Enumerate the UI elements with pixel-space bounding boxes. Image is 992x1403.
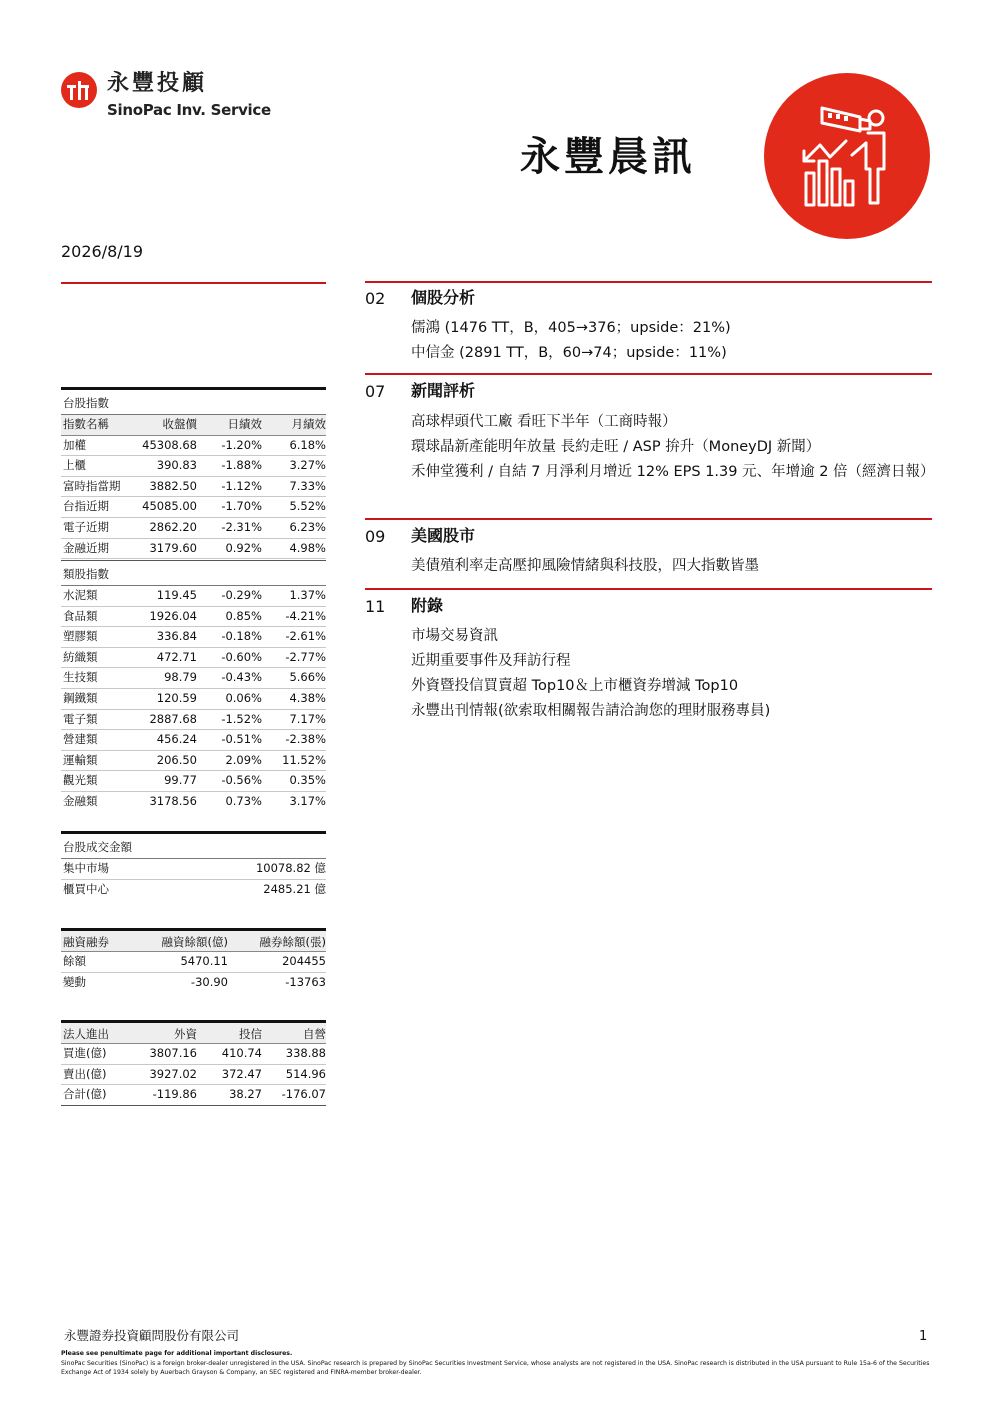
section-title: 附錄 <box>411 596 444 615</box>
cell: 觀光類 <box>63 773 98 788</box>
cell: 99.77 <box>164 773 197 788</box>
cell: -2.38% <box>285 732 326 747</box>
cell: -2.31% <box>221 519 262 534</box>
section-title: 新聞評析 <box>411 381 476 400</box>
report-date: 2026/8/19 <box>61 242 144 261</box>
cell: 4.38% <box>289 690 326 705</box>
cell: -0.56% <box>221 773 262 788</box>
cell: -2.77% <box>285 649 326 664</box>
cell: -0.51% <box>221 732 262 747</box>
table-row <box>61 952 326 973</box>
list-item: 禾伸堂獲利 / 自結 7 月淨利月增近 12% EPS 1.39 元、年增逾 2 倍（經濟日報） <box>411 464 935 480</box>
table-row <box>61 771 326 792</box>
list-item: 近期重要事件及拜訪行程 <box>411 653 571 669</box>
list-item: 外資暨投信買賣超 Top10＆上市櫃資券增減 Top10 <box>411 678 739 694</box>
cell: 410.74 <box>221 1046 262 1060</box>
cell: 鋼鐵類 <box>63 690 98 705</box>
cell: 3178.56 <box>149 793 197 808</box>
cell: 營建類 <box>63 732 98 747</box>
cell: 204455 <box>282 954 326 968</box>
section-page-number: 07 <box>365 382 386 401</box>
list-item: 儒鴻 (1476 TT，B，405→376；upside：21%) <box>411 320 731 336</box>
cell: 食品類 <box>63 608 98 623</box>
cell: 338.88 <box>285 1046 326 1060</box>
cell: -119.86 <box>152 1087 197 1102</box>
cell: 紡織類 <box>63 649 98 664</box>
table-row <box>61 648 326 669</box>
table-header <box>61 1023 326 1044</box>
cell: 3179.60 <box>149 540 197 555</box>
section-divider <box>365 281 932 283</box>
section-items <box>411 624 933 724</box>
cell: 2.09% <box>225 752 262 767</box>
page-title: 永豐晨訊 <box>520 134 696 180</box>
cell: 台指近期 <box>63 499 109 514</box>
footer-company: 永豐證券投資顧問股份有限公司 <box>64 1328 240 1343</box>
cell: 0.35% <box>289 773 326 788</box>
left-divider <box>61 282 326 284</box>
cell: 3927.02 <box>149 1066 197 1081</box>
section-divider <box>365 588 932 590</box>
header-cell: 日績效 <box>227 417 262 431</box>
cell: 472.71 <box>156 649 197 664</box>
cell: 390.83 <box>156 458 197 473</box>
cell: 富時指當期 <box>63 478 121 493</box>
list-item: 市場交易資訊 <box>411 628 498 644</box>
cell: 5470.11 <box>180 954 228 968</box>
cell: -2.61% <box>285 629 326 644</box>
cell: -1.88% <box>221 458 262 473</box>
section-items <box>411 316 933 366</box>
cell: 7.17% <box>289 711 326 726</box>
analyst-telescope-icon <box>764 73 930 239</box>
header-cell: 融資餘額(億) <box>161 935 228 949</box>
section-divider <box>365 518 932 520</box>
header-cell: 融券餘額(張) <box>259 935 326 949</box>
cell: 3807.16 <box>149 1046 197 1060</box>
cell: 5.66% <box>289 670 326 685</box>
cell: 金融類 <box>63 793 98 808</box>
table-header <box>61 415 326 436</box>
table-row <box>61 607 326 628</box>
sinopac-logo-icon <box>61 72 97 108</box>
table-row <box>61 859 326 880</box>
table-header <box>61 931 326 952</box>
cell: 10078.82 億 <box>255 861 326 875</box>
header-cell: 融資融券 <box>63 935 109 949</box>
table-row <box>61 518 326 539</box>
cell: 生技類 <box>63 670 98 685</box>
margin-table <box>61 928 326 992</box>
list-item: 中信金 (2891 TT，B，60→74；upside：11%) <box>411 345 727 361</box>
cell: 4.98% <box>289 540 326 555</box>
cell: 1.37% <box>289 588 326 602</box>
cell: 加權 <box>63 437 86 452</box>
cell: 1926.04 <box>149 608 197 623</box>
cell: -0.29% <box>221 588 262 602</box>
cell: 5.52% <box>289 499 326 514</box>
cell: 餘額 <box>63 954 86 968</box>
list-item: 高球桿頭代工廠 看旺下半年（工商時報） <box>411 414 677 430</box>
cell: 45308.68 <box>142 437 197 452</box>
cell: 變動 <box>63 974 86 989</box>
table-title: 台股指數 <box>61 390 326 415</box>
cell: 456.24 <box>156 732 197 747</box>
cell: -13763 <box>285 974 326 989</box>
table-row <box>61 710 326 731</box>
cell: 98.79 <box>164 670 197 685</box>
table-row <box>61 539 326 560</box>
table-title: 台股成交金額 <box>61 834 326 859</box>
header-cell: 自營 <box>303 1027 326 1041</box>
table-row <box>61 627 326 648</box>
table-row <box>61 477 326 498</box>
cell: 電子類 <box>63 711 98 726</box>
table-row <box>61 730 326 751</box>
cell: 0.85% <box>225 608 262 623</box>
brand-name-cn: 永豐投顧 <box>107 71 208 96</box>
brand-name-en: SinoPac Inv. Service <box>107 101 271 119</box>
header-cell: 月績效 <box>291 417 326 431</box>
list-item: 美債殖利率走高壓抑風險情緒與科技股，四大指數皆墨 <box>411 558 759 574</box>
cell: 上櫃 <box>63 458 86 473</box>
table-row <box>61 1044 326 1065</box>
cell: 賣出(億) <box>63 1066 107 1081</box>
cell: 合計(億) <box>63 1087 107 1102</box>
cell: 集中市場 <box>63 861 109 875</box>
cell: 櫃買中心 <box>63 881 109 896</box>
cell: 3.27% <box>289 458 326 473</box>
cell: 336.84 <box>156 629 197 644</box>
cell: 6.23% <box>289 519 326 534</box>
section-divider <box>365 373 932 375</box>
cell: -0.60% <box>221 649 262 664</box>
cell: 水泥類 <box>63 588 98 602</box>
turnover-table <box>61 831 326 899</box>
table-row <box>61 497 326 518</box>
list-item: 永豐出刊情報(欲索取相關報告請洽詢您的理財服務專員) <box>411 703 771 719</box>
cell: 2887.68 <box>149 711 197 726</box>
header-cell: 外資 <box>174 1027 197 1041</box>
cell: -1.52% <box>221 711 262 726</box>
cell: -1.20% <box>221 437 262 452</box>
cell: 372.47 <box>221 1066 262 1081</box>
section-page-number: 11 <box>365 597 386 616</box>
cell: 7.33% <box>289 478 326 493</box>
cell: 120.59 <box>156 690 197 705</box>
header-cell: 收盤價 <box>162 417 197 431</box>
table-row <box>61 456 326 477</box>
section-page-number: 02 <box>365 289 386 308</box>
cell: -30.90 <box>190 974 228 989</box>
header-cell: 投信 <box>239 1027 262 1041</box>
list-item: 環球晶新產能明年放量 長約走旺 / ASP 拚升（MoneyDJ 新聞） <box>411 439 821 455</box>
table-row <box>61 689 326 710</box>
section-title: 美國股市 <box>411 526 476 545</box>
cell: 3882.50 <box>149 478 197 493</box>
header-cell: 指數名稱 <box>63 417 109 431</box>
cell: 45085.00 <box>142 499 197 514</box>
cell: 119.45 <box>156 588 197 602</box>
cell: 3.17% <box>289 793 326 808</box>
section-items <box>411 410 933 485</box>
cell: 38.27 <box>229 1087 262 1102</box>
disclosure-text: SinoPac Securities (SinoPac) is a foreign broker-dealer unregistered in the USA. SinoPac research is prepared by SinoPac Securities Investment Service, whose analysts are not registered in the USA. SinoPac research is distributed in the USA pursuant to Rule 15a-6 of the Securities Exchange Act of 1934 solely by Auerbach Grayson & Company, an SEC registered and FINRA-member broker-dealer. <box>61 1360 930 1376</box>
cell: 買進(億) <box>63 1046 107 1060</box>
sector-index-table <box>61 560 326 812</box>
table-row <box>61 792 326 812</box>
table-row <box>61 668 326 689</box>
disclosure-heading: Please see penultimate page for additional important disclosures. <box>61 1350 293 1357</box>
cell: -4.21% <box>285 608 326 623</box>
cell: 0.92% <box>225 540 262 555</box>
section-title: 個股分析 <box>411 288 476 307</box>
cell: 11.52% <box>282 752 326 767</box>
table-row <box>61 751 326 772</box>
section-items <box>411 554 933 579</box>
table-row <box>61 973 326 993</box>
cell: 運輸類 <box>63 752 98 767</box>
cell: -176.07 <box>281 1087 326 1102</box>
tw-index-table <box>61 387 326 559</box>
cell: 金融近期 <box>63 540 109 555</box>
cell: 206.50 <box>156 752 197 767</box>
page-number: 1 <box>919 1329 928 1344</box>
cell: 2862.20 <box>149 519 197 534</box>
cell: -1.12% <box>221 478 262 493</box>
header-cell: 法人進出 <box>63 1027 109 1041</box>
cell: 0.73% <box>225 793 262 808</box>
cell: 6.18% <box>289 437 326 452</box>
cell: 電子近期 <box>63 519 109 534</box>
table-row <box>61 880 326 900</box>
cell: -0.43% <box>221 670 262 685</box>
cell: -1.70% <box>221 499 262 514</box>
table-row <box>61 1085 326 1106</box>
table-row <box>61 1065 326 1086</box>
section-page-number: 09 <box>365 527 386 546</box>
cell: -0.18% <box>221 629 262 644</box>
cell: 0.06% <box>225 690 262 705</box>
table-row <box>61 586 326 607</box>
cell: 塑膠類 <box>63 629 98 644</box>
table-title: 類股指數 <box>61 560 326 586</box>
cell: 514.96 <box>285 1066 326 1081</box>
institutional-table <box>61 1020 326 1106</box>
cell: 2485.21 億 <box>263 881 326 896</box>
table-row <box>61 436 326 457</box>
